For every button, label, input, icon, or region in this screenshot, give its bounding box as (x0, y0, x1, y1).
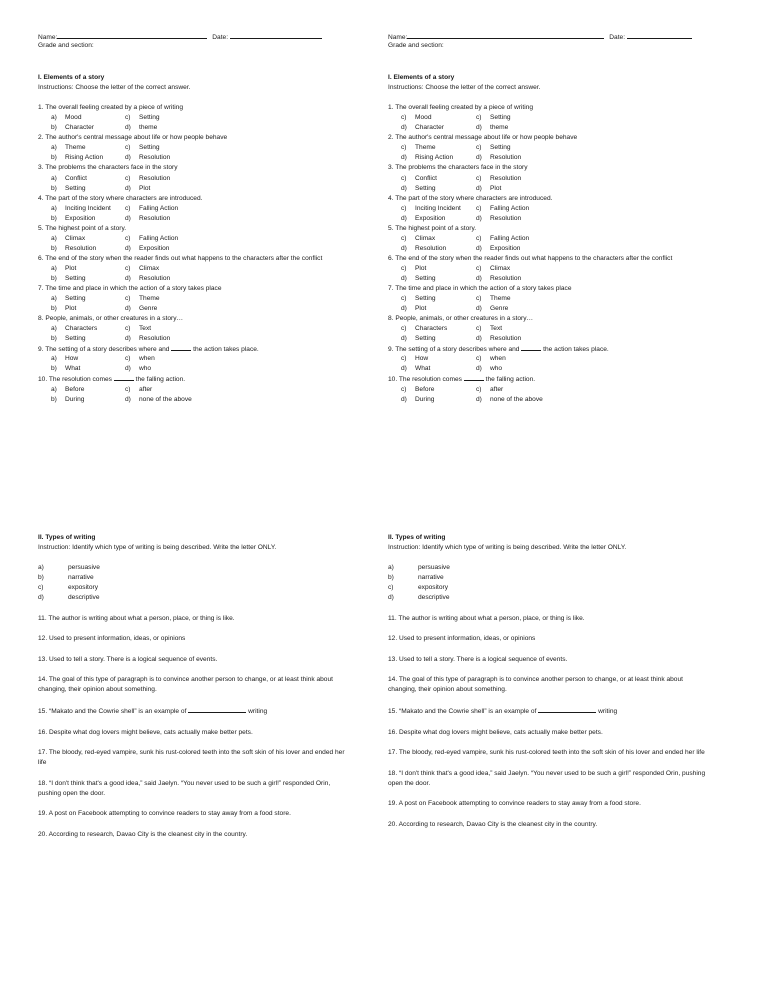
option-c: Falling Action (490, 234, 530, 242)
option-a: Climax (415, 234, 436, 242)
choice-label: expository (68, 584, 99, 592)
option-a: Mood (65, 114, 82, 122)
question-text: 8. People, animals, or other creatures in a story… (388, 315, 534, 323)
list-item (388, 593, 733, 603)
choice-letter: c) (388, 584, 394, 592)
option-d: Exposition (139, 244, 170, 252)
choice-label: expository (418, 584, 449, 592)
question-text: 8. People, animals, or other creatures in a story… (38, 315, 184, 323)
option-c: when (490, 355, 506, 363)
item-text: 11. The author is writing about what a person, place, or thing is like. (38, 614, 235, 622)
option-d: Resolution (139, 335, 171, 343)
question-text: 3. The problems the characters face in the story (38, 164, 178, 172)
item-text: 16. Despite what dog lovers might believe, cats actually make better pets. (38, 728, 253, 736)
list-item (38, 573, 383, 583)
option-c: when (139, 355, 155, 363)
choice-letter: b) (388, 574, 394, 582)
option-c: Resolution (490, 174, 522, 182)
option-b: Character (65, 124, 94, 132)
item-text: 16. Despite what dog lovers might believe, cats actually make better pets. (388, 728, 603, 736)
option-d: none of the above (139, 395, 192, 403)
option-c: Climax (490, 264, 511, 272)
choice-letter: b) (38, 574, 44, 582)
part2-instructions: Instruction: Identify which type of writing is being described. Write the letter ONLY. (38, 544, 277, 552)
option-c: Text (490, 325, 503, 333)
question-text-before: 9. The setting of a story describes where and (388, 346, 520, 354)
question-options: a) Climax c) Falling Action b) Resolution d) Exposition (51, 234, 179, 252)
item-text: 14. The goal of this type of paragraph is to convince another person to change, or at least think about changing, their opinion about something. (38, 676, 333, 694)
option-b: Rising Action (415, 154, 454, 162)
grade-label: Grade and section: (388, 42, 444, 50)
option-b: During (415, 395, 435, 403)
question-options: a) Inciting Incident c) Falling Action b) Exposition d) Resolution (51, 204, 179, 222)
option-d: none of the above (490, 395, 543, 403)
choice-label: descriptive (68, 594, 100, 602)
quiz-part2-left (38, 533, 383, 850)
option-a: Characters (415, 325, 448, 333)
item-text: 14. The goal of this type of paragraph is to convince another person to change, or at least think about changing, their opinion about something. (388, 676, 683, 694)
option-d: who (139, 365, 152, 373)
question-text (38, 344, 383, 354)
date-label: Date: (609, 34, 626, 41)
question-text: 6. The end of the story when the reader finds out what happens to the characters after the conflict (38, 254, 323, 262)
option-b: Setting (415, 335, 436, 343)
option-a: How (65, 355, 79, 363)
option-b: Setting (415, 184, 436, 192)
option-a: Plot (415, 264, 427, 272)
question-options: a) Mood c) Setting b) Character d) theme (51, 114, 160, 132)
question-text: 5. The highest point of a story. (38, 224, 127, 232)
question-text-before: 10. The resolution comes (38, 376, 112, 384)
question-text: 5. The highest point of a story. (388, 224, 477, 232)
item-text: 13. Used to tell a story. There is a logical sequence of events. (388, 655, 568, 663)
list-item (38, 593, 383, 603)
option-b: What (415, 365, 431, 373)
option-a: Theme (65, 144, 86, 152)
option-a: Inciting Incident (415, 204, 461, 212)
option-b: Exposition (65, 214, 96, 222)
question-text (388, 374, 733, 384)
option-d: Plot (490, 184, 502, 192)
question-text-before: 9. The setting of a story describes where and (38, 346, 170, 354)
name-label: Name: (388, 34, 408, 41)
option-c: after (139, 385, 153, 393)
option-b: Setting (65, 274, 86, 282)
option-a: Conflict (65, 174, 87, 182)
choice-label: persuasive (68, 564, 100, 572)
option-b: Plot (65, 305, 77, 313)
option-b: Exposition (415, 214, 446, 222)
question-text: 7. The time and place in which the action of a story takes place (388, 285, 572, 293)
option-d: Resolution (490, 274, 522, 282)
question-text (388, 344, 733, 354)
question-options: a) Conflict c) Resolution b) Setting d) Plot (51, 174, 171, 192)
option-d: Resolution (139, 154, 171, 162)
item-text: 11. The author is writing about what a person, place, or thing is like. (388, 614, 585, 622)
list-item (388, 563, 733, 573)
question-options: a) Theme c) Setting b) Rising Action d) Resolution (51, 144, 171, 162)
name-blank (57, 31, 207, 39)
answer-blank (464, 374, 484, 381)
question-text-before: 10. The resolution comes (388, 376, 462, 384)
part2-instructions: Instruction: Identify which type of writing is being described. Write the letter ONLY. (388, 544, 627, 552)
option-c: after (490, 385, 504, 393)
part1-instructions: Instructions: Choose the letter of the correct answer. (388, 84, 541, 92)
item-text (38, 706, 383, 717)
option-d: Resolution (139, 214, 171, 222)
header-line (38, 31, 383, 41)
option-d: Resolution (490, 214, 522, 222)
question-options: c) Mood c) Setting d) Character d) theme (401, 114, 511, 132)
part1-instructions: Instructions: Choose the letter of the correct answer. (38, 84, 191, 92)
option-a: Conflict (415, 174, 437, 182)
item-text: 20. According to research, Davao City is the cleanest city in the country. (388, 820, 598, 828)
option-a: Characters (65, 325, 98, 333)
writing-type-list (38, 563, 383, 603)
option-b: Plot (415, 305, 427, 313)
choice-letter: d) (388, 594, 394, 602)
question-text: 4. The part of the story where characters are introduced. (388, 194, 553, 202)
date-blank (627, 31, 692, 39)
question-text-after: the action takes place. (193, 346, 259, 354)
question-options: c) Inciting Incident c) Falling Action d) Exposition d) Resolution (401, 204, 530, 222)
option-b: What (65, 365, 81, 373)
option-c: Falling Action (139, 234, 179, 242)
answer-blank (188, 706, 246, 713)
question-text: 4. The part of the story where characters are introduced. (38, 194, 203, 202)
option-b: During (65, 395, 85, 403)
option-a: Before (65, 385, 85, 393)
option-b: Resolution (415, 244, 447, 252)
option-d: Genre (490, 305, 509, 313)
part1-title: I. Elements of a story (38, 74, 105, 82)
question-options: a) Before c) after b) During d) none of the above (51, 385, 192, 403)
option-a: Before (415, 385, 435, 393)
question-text (38, 374, 383, 384)
answer-blank (114, 374, 134, 381)
part2-title: II. Types of writing (388, 534, 446, 541)
option-c: Climax (139, 264, 160, 272)
option-d: theme (139, 124, 158, 132)
grade-label: Grade and section: (38, 42, 94, 50)
name-label: Name: (38, 34, 58, 41)
choice-letter: a) (38, 564, 44, 572)
quiz-part1-left (38, 31, 383, 405)
option-d: Resolution (490, 335, 522, 343)
quiz-part1-right (388, 31, 733, 405)
question-text: 1. The overall feeling created by a piece of writing (388, 104, 534, 112)
item-text: 17. The bloody, red-eyed vampire, sunk his rust-colored teeth into the soft skin of his lover and ended her life (38, 749, 345, 767)
question-text: 2. The author's central message about life or how people behave (388, 134, 578, 142)
option-b: Character (415, 124, 444, 132)
question-options: c) Setting c) Theme d) Plot d) Genre (401, 295, 511, 313)
option-d: Genre (139, 305, 158, 313)
option-c: Falling Action (490, 204, 530, 212)
question-text-after: the action takes place. (543, 346, 609, 354)
list-item (388, 583, 733, 593)
option-c: Setting (139, 144, 160, 152)
item-text: 18. “I don't think that's a good idea,” said Jaelyn. “You never used to be such a girl!” responded Orin, pushing open the door. (388, 769, 706, 787)
list-item (38, 583, 383, 593)
option-c: Resolution (139, 174, 171, 182)
question-options: c) Before c) after d) During d) none of the above (401, 385, 543, 403)
item-text: 17. The bloody, red-eyed vampire, sunk his rust-colored teeth into the soft skin of his lover and ended her life (388, 749, 705, 757)
option-c: Setting (490, 144, 511, 152)
item-text: 19. A post on Facebook attempting to convince readers to stay away from a food store. (38, 810, 291, 818)
option-b: Setting (65, 335, 86, 343)
option-d: Exposition (490, 244, 521, 252)
option-a: How (415, 355, 429, 363)
option-d: Resolution (139, 274, 171, 282)
option-b: Setting (65, 184, 86, 192)
name-blank (407, 31, 604, 39)
date-label: Date: (212, 34, 229, 41)
question-text: 2. The author's central message about life or how people behave (38, 134, 228, 142)
option-c: Setting (490, 114, 511, 122)
option-a: Setting (415, 295, 436, 303)
option-d: who (490, 365, 503, 373)
question-options: c) Plot c) Climax d) Setting d) Resolution (401, 264, 522, 282)
item-text: 12. Used to present information, ideas, or opinions (388, 635, 536, 643)
question-options: c) Theme c) Setting d) Rising Action d) Resolution (401, 144, 522, 162)
choice-letter: c) (38, 584, 44, 592)
item-text: 19. A post on Facebook attempting to convince readers to stay away from a food store. (388, 800, 641, 808)
item-text (388, 706, 733, 717)
question-options: a) Setting c) Theme b) Plot d) Genre (51, 295, 160, 313)
question-text: 3. The problems the characters face in the story (388, 164, 528, 172)
item-text-before: 15. “Makato and the Cowrie shell” is an example of (38, 708, 187, 716)
option-a: Theme (415, 144, 436, 152)
choice-label: narrative (68, 574, 94, 582)
item-text-before: 15. “Makato and the Cowrie shell” is an example of (388, 708, 537, 716)
option-c: Theme (490, 295, 511, 303)
option-a: Inciting Incident (65, 204, 111, 212)
option-c: Setting (139, 114, 160, 122)
question-options: a) Plot c) Climax b) Setting d) Resolution (51, 264, 171, 282)
question-options: c) Climax c) Falling Action d) Resolution d) Exposition (401, 234, 530, 252)
question-options: a) Characters c) Text b) Setting d) Resolution (51, 325, 171, 343)
option-c: Text (139, 325, 152, 333)
question-options: a) How c) when b) What d) who (51, 355, 155, 373)
choice-label: persuasive (418, 564, 450, 572)
option-d: Resolution (490, 154, 522, 162)
option-a: Plot (65, 264, 77, 272)
item-text: 18. “I don't think that's a good idea,” said Jaelyn. “You never used to be such a girl!” responded Orin, pushing open the door. (38, 779, 331, 797)
option-c: Theme (139, 295, 160, 303)
question-options: c) How c) when d) What d) who (401, 355, 506, 373)
item-text-after: writing (598, 708, 618, 716)
item-text: 13. Used to tell a story. There is a logical sequence of events. (38, 655, 218, 663)
date-blank (230, 31, 322, 39)
option-b: Resolution (65, 244, 97, 252)
writing-type-list (388, 563, 733, 603)
part1-title: I. Elements of a story (388, 74, 455, 82)
question-options: c) Conflict c) Resolution d) Setting d) Plot (401, 174, 522, 192)
question-text-after: the falling action. (485, 376, 536, 384)
choice-letter: a) (388, 564, 394, 572)
option-a: Climax (65, 234, 86, 242)
answer-blank (521, 344, 541, 351)
option-a: Setting (65, 295, 86, 303)
list-item (38, 563, 383, 573)
item-text-after: writing (248, 708, 268, 716)
choice-label: descriptive (418, 594, 450, 602)
option-b: Setting (415, 274, 436, 282)
answer-blank (538, 706, 596, 713)
question-text: 7. The time and place in which the action of a story takes place (38, 285, 222, 293)
question-text: 6. The end of the story when the reader finds out what happens to the characters after the conflict (388, 254, 673, 262)
question-text: 1. The overall feeling created by a piece of writing (38, 104, 184, 112)
option-d: Plot (139, 184, 151, 192)
quiz-part2-right (388, 533, 733, 840)
list-item (388, 573, 733, 583)
choice-letter: d) (38, 594, 44, 602)
question-options: c) Characters c) Text d) Setting d) Resolution (401, 325, 522, 343)
question-text-after: the falling action. (135, 376, 186, 384)
option-d: theme (490, 124, 509, 132)
option-b: Rising Action (65, 154, 104, 162)
item-text: 12. Used to present information, ideas, or opinions (38, 635, 186, 643)
option-c: Falling Action (139, 204, 179, 212)
header-line (388, 31, 733, 41)
option-a: Mood (415, 114, 432, 122)
choice-label: narrative (418, 574, 444, 582)
part2-title: II. Types of writing (38, 534, 96, 541)
answer-blank (171, 344, 191, 351)
item-text: 20. According to research, Davao City is the cleanest city in the country. (38, 830, 248, 838)
